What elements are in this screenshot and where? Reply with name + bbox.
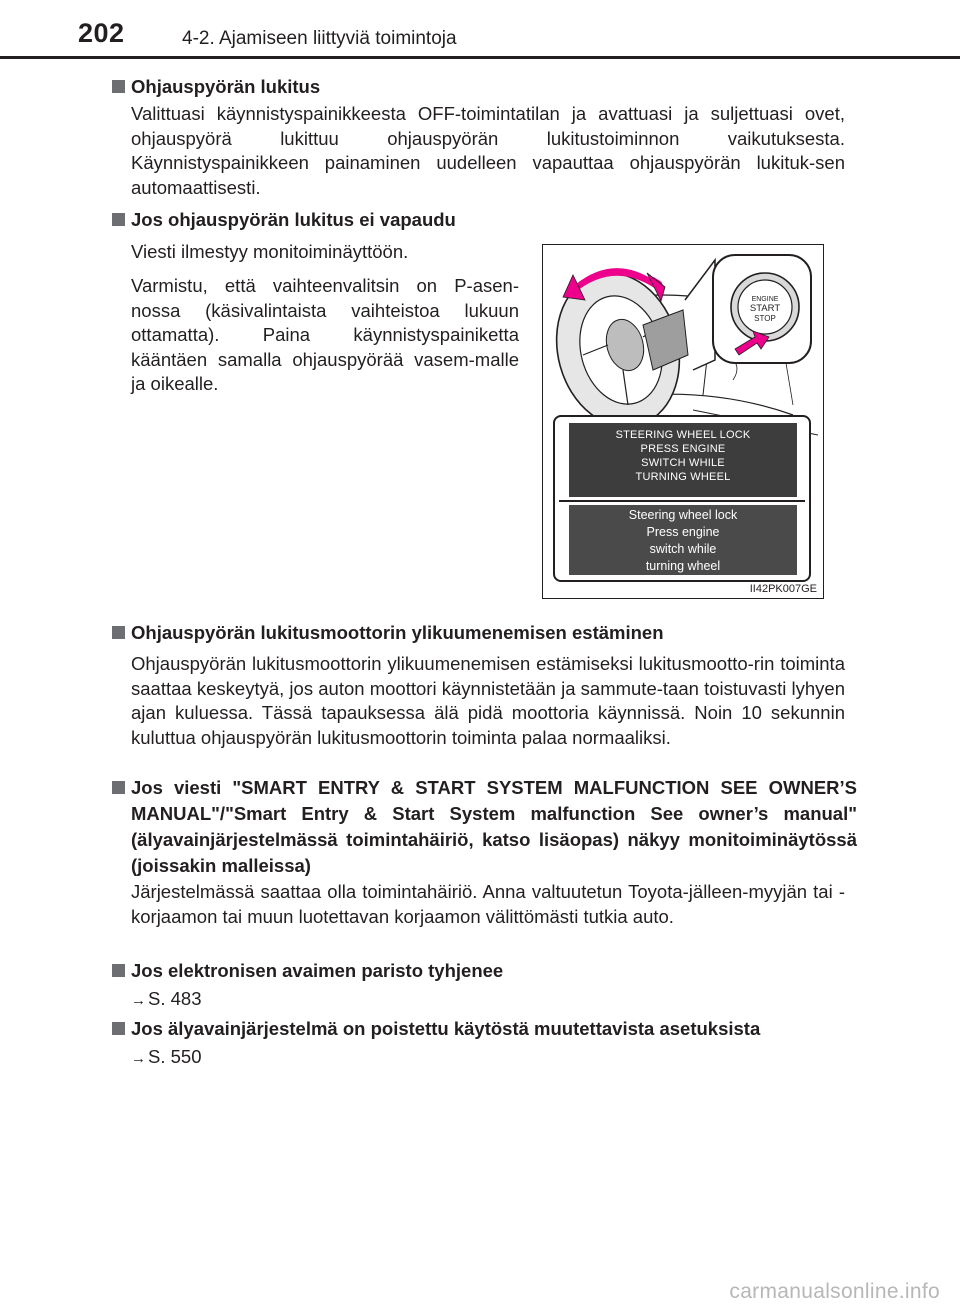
section-heading: Ohjauspyörän lukitus bbox=[112, 74, 857, 100]
square-bullet-icon bbox=[112, 80, 125, 93]
page-number: 202 bbox=[78, 18, 125, 48]
section-body: Valittuasi käynnistyspainikkeesta OFF-toimintatilan ja avattuasi ja suljettuasi ovet, ohjauspyörä lukittuu ohjauspyörän lukitustoiminnon vaikutuksesta. Käynnistyspainikkeen painaminen uudelleen vapauttaa ohjauspyörän lukituk-sen automaattisesti. bbox=[131, 103, 845, 198]
display-message-upper: STEERING WHEEL LOCK PRESS ENGINE SWITCH WHILE TURNING WHEEL bbox=[569, 423, 797, 497]
section-body: Ohjauspyörän lukitusmoottorin ylikuumenemisen estämiseksi lukitusmootto-rin toiminta saattaa keskeytyä, jos auton moottori käynnistetään ja sammute-taan toistuvasti lyhyen ajan kuluessa. Tässä tapauksessa älä pidä moottoria käynnissä. Noin 10 sekunnin kuluttua ohjauspyörän lukitusmoottorin toiminta palaa normaaliksi. bbox=[131, 653, 845, 748]
section-body: Järjestelmässä saattaa olla toimintahäiriö. Anna valtuutetun Toyota-jälleen-myyjän tai -korjaamon tai muun luotettavan korjaamon välittömästi tutkia auto. bbox=[131, 881, 845, 927]
arrow-right-icon: → bbox=[131, 1050, 146, 1067]
display-message-lower: Steering wheel lock Press engine switch while turning wheel bbox=[569, 505, 797, 575]
start-label: START bbox=[749, 303, 781, 314]
page-reference[interactable]: → S. 550 bbox=[131, 1046, 202, 1067]
section-body: Viesti ilmestyy monitoiminäyttöön. bbox=[131, 241, 409, 262]
display-divider bbox=[559, 500, 805, 502]
arrow-right-icon: → bbox=[131, 992, 146, 1009]
section-heading: Jos viesti "SMART ENTRY & START SYSTEM MALFUNCTION SEE OWNER’S MANUAL"/"Smart Entry & Start System malfunction See owner’s manual" (älyavainjärjestelmässä toimintahäiriö, katso lisäopas) näkyy monitoiminäytössä (joissakin malleissa) bbox=[112, 775, 857, 879]
section-heading: Jos ohjauspyörän lukitus ei vapaudu bbox=[112, 207, 857, 233]
section-heading: Ohjauspyörän lukitusmoottorin ylikuumenemisen estäminen bbox=[112, 620, 857, 646]
watermark: carmanualsonline.info bbox=[729, 1280, 940, 1303]
multi-info-display bbox=[553, 415, 811, 582]
square-bullet-icon bbox=[112, 626, 125, 639]
figure-code: II42PK007GE bbox=[749, 583, 817, 595]
steering-lock-figure bbox=[542, 244, 824, 599]
header-rule bbox=[0, 56, 960, 59]
square-bullet-icon bbox=[112, 781, 125, 794]
section-heading: Jos elektronisen avaimen paristo tyhjenee bbox=[112, 958, 857, 984]
section-heading: Jos älyavainjärjestelmä on poistettu käytöstä muutettavista asetuksista bbox=[112, 1016, 857, 1042]
stop-label: STOP bbox=[754, 314, 776, 323]
engine-label: ENGINE bbox=[751, 296, 779, 303]
square-bullet-icon bbox=[112, 964, 125, 977]
page-reference[interactable]: → S. 483 bbox=[131, 988, 202, 1009]
square-bullet-icon bbox=[112, 1022, 125, 1035]
section-body: Varmistu, että vaihteenvalitsin on P-asen-nossa (käsivalintaista vaihteistoa lukuun ottamatta). Paina käynnistyspainiketta kääntäen samalla ohjauspyörää vasem-malle ja oikealle. bbox=[131, 275, 519, 394]
square-bullet-icon bbox=[112, 213, 125, 226]
chapter-title: 4-2. Ajamiseen liittyviä toimintoja bbox=[182, 28, 457, 49]
page-header bbox=[0, 0, 960, 62]
